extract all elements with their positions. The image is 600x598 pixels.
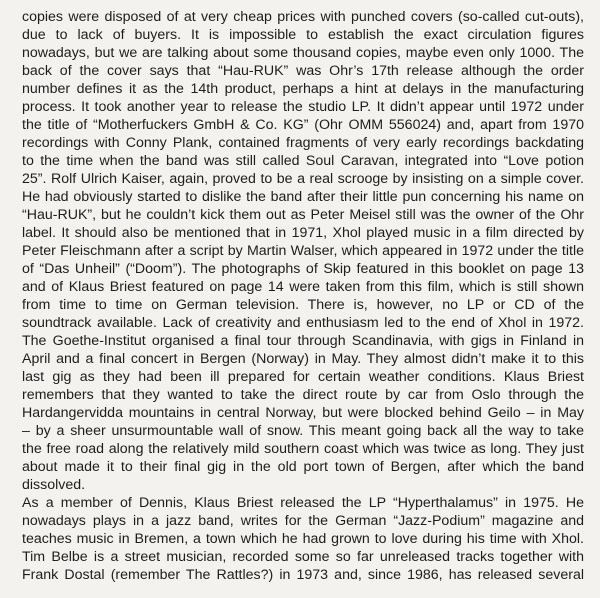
text-line: of “Das Unheil” (“Doom”). The photographs of Skip featured in this booklet on page 13 xyxy=(22,261,584,277)
text-line: remembers that they wanted to take the direct route by car from Oslo through the xyxy=(22,387,584,403)
text-line: The Goethe-Institut organised a final tour through Scandinavia, with gigs in Finland in xyxy=(22,333,584,349)
text-line: nowadays, but we are talking about some thousand copies, maybe even only 1000. The xyxy=(22,45,584,61)
text-line: due to lack of buyers. It is impossible to establish the exact circulation figures xyxy=(22,27,584,43)
text-line: last gig as they had been ill prepared for certain weather conditions. Klaus Briest xyxy=(22,369,584,385)
text-line: He had obviously started to dislike the band after their little pun concerning his name on xyxy=(22,189,584,205)
text-line: and of Klaus Briest featured on page 14 were taken from this film, which is still shown xyxy=(22,279,584,295)
text-line: the free road along the relatively mild southern coast which was twice as long. They just xyxy=(22,441,584,457)
text-line: label. It should also be mentioned that in 1971, Xhol played music in a film directed by xyxy=(22,225,584,241)
text-line: the title of “Motherfuckers GmbH & Co. KG” (Ohr OMM 556024) and, apart from 1970 xyxy=(22,117,584,133)
text-line: process. It took another year to release the studio LP. It didn’t appear until 1972 under xyxy=(22,99,584,115)
text-line: Frank Dostal (remember The Rattles?) in 1973 and, since 1986, has released several xyxy=(22,567,584,583)
text-line: nowadays plays in a jazz band, writes for the German “Jazz-Podium” magazine and xyxy=(22,513,584,529)
text-line: soundtrack available. Lack of creativity and enthusiasm led to the end of Xhol in 1972. xyxy=(22,315,584,331)
text-line: Tim Belbe is a street musician, recorded some so far unreleased tracks together with xyxy=(22,549,584,565)
text-line: number defines it as the 14th product, perhaps a hint at delays in the manufacturing xyxy=(22,81,584,97)
text-line: 25”. Rolf Ulrich Kaiser, again, proved to be a real scrooge by insisting on a simple cover. xyxy=(22,171,584,187)
text-line: dissolved. xyxy=(22,477,86,493)
text-line: April and a final concert in Bergen (Norway) in May. They almost didn’t make it to this xyxy=(22,351,584,367)
text-line: teaches music in Bremen, a town which he had grown to love during his time with Xhol. xyxy=(22,531,584,547)
text-line: “Hau-RUK”, but he couldn’t kick them out as Peter Meisel still was the owner of the Ohr xyxy=(22,207,584,223)
text-line: back of the cover says that “Hau-RUK” was Ohr’s 17th release although the order xyxy=(22,63,584,79)
text-line: from time to time on German television. There is, however, no LP or CD of the xyxy=(22,297,584,313)
text-line: – by a sheer unsurmountable wall of snow. This meant going back all the way to take xyxy=(22,423,584,439)
text-line: copies were disposed of at very cheap prices with punched covers (so-called cut-outs), xyxy=(22,9,584,25)
text-line: to the time when the band was still called Soul Caravan, integrated into “Love potion xyxy=(22,153,584,169)
text-line: Peter Fleischmann after a script by Martin Walser, which appeared in 1972 under the title xyxy=(22,243,584,259)
text-line: As a member of Dennis, Klaus Briest released the LP “Hyperthalamus” in 1975. He xyxy=(22,495,584,511)
text-line: about made it to their final gig in the old port town of Bergen, after which the band xyxy=(22,459,584,475)
text-line: Hardangervidda mountains in central Norway, but were blocked behind Geilo – in May xyxy=(22,405,584,421)
text-line: recordings with Conny Plank, contained fragments of very early recordings backdating xyxy=(22,135,584,151)
